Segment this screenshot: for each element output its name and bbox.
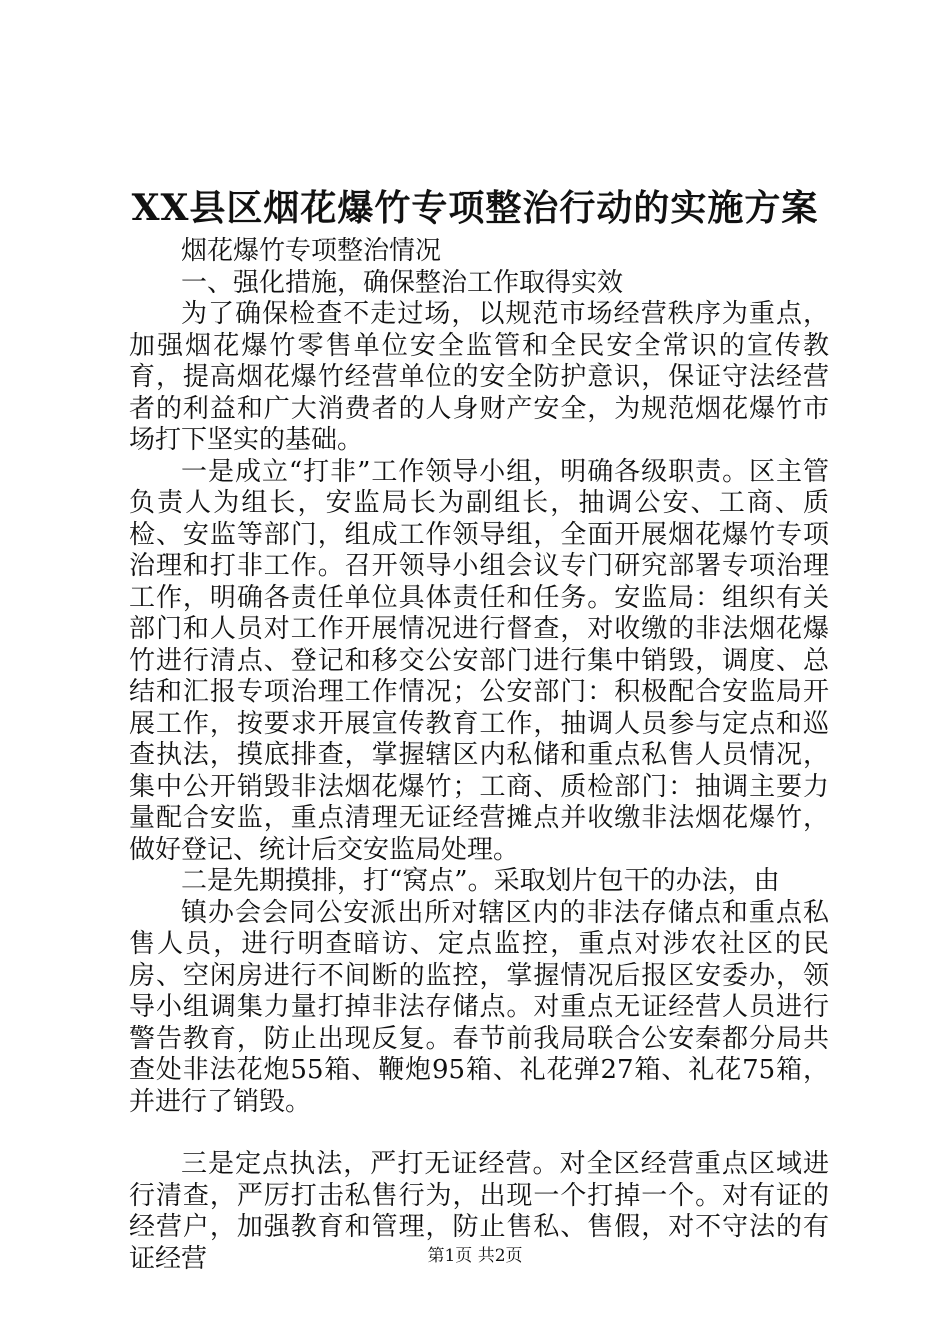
section-heading: 烟花爆竹专项整治情况	[181, 236, 442, 266]
paragraph-fixed-point-enforcement: 三是定点执法，严打无证经营。对全区经营重点区域进行清查，严厉打击私售行为，出现一个打掉一个。对有证的经营户，加强教育和管理，防止售私、售假，对不守法的有证经营	[129, 1149, 829, 1274]
paragraph-early-investigation: 二是先期摸排，打“窝点”。采取划片包干的办法，由	[181, 866, 780, 896]
page-number-footer: 第1页 共2页	[427, 1246, 523, 1266]
document-title: XX县区烟花爆竹专项整治行动的实施方案	[131, 187, 819, 229]
document-body	[129, 236, 829, 1275]
paragraph-leadership-group: 一是成立“打非”工作领导小组，明确各级职责。区主管负责人为组长，安监局长为副组长，抽调公安、工商、质检、安监等部门，组成工作领导组，全面开展烟花爆竹专项治理和打非工作。召开领导小组会议专门研究部署专项治理工作，明确各责任单位具体责任和任务。安监局：组织有关部门和人员对工作开展情况进行督查，对收缴的非法烟花爆竹进行清点、登记和移交公安部门进行集中销毁，调度、总结和汇报专项治理工作情况；公安部门：积极配合安监局开展工作，按要求开展宣传教育工作，抽调人员参与定点和巡查执法，摸底排查，掌握辖区内私储和重点私售人员情况，集中公开销毁非法烟花爆竹；工商、质检部门：抽调主要力量配合安监，重点清理无证经营摊点并收缴非法烟花爆竹，做好登记、统计后交安监局处理。	[129, 456, 829, 865]
subsection-heading: 一、强化措施，确保整治工作取得实效	[181, 267, 624, 298]
paragraph-town-office: 镇办会会同公安派出所对辖区内的非法存储点和重点私售人员，进行明查暗访、定点监控，重点对涉农社区的民房、空闲房进行不间断的监控，掌握情况后报区安委办，领导小组调集力量打掉非法存储点。对重点无证经营人员进行警告教育，防止出现反复。春节前我局联合公安秦都分局共查处非法花炮55箱、鞭炮95箱、礼花弹27箱、礼花75箱，并进行了销毁。	[129, 897, 829, 1117]
paragraph-intro: 为了确保检查不走过场，以规范市场经营秩序为重点，加强烟花爆竹零售单位安全监管和全民安全常识的宣传教育，提高烟花爆竹经营单位的安全防护意识，保证守法经营者的利益和广大消费者的人身财产安全，为规范烟花爆竹市场打下坚实的基础。	[129, 299, 829, 455]
